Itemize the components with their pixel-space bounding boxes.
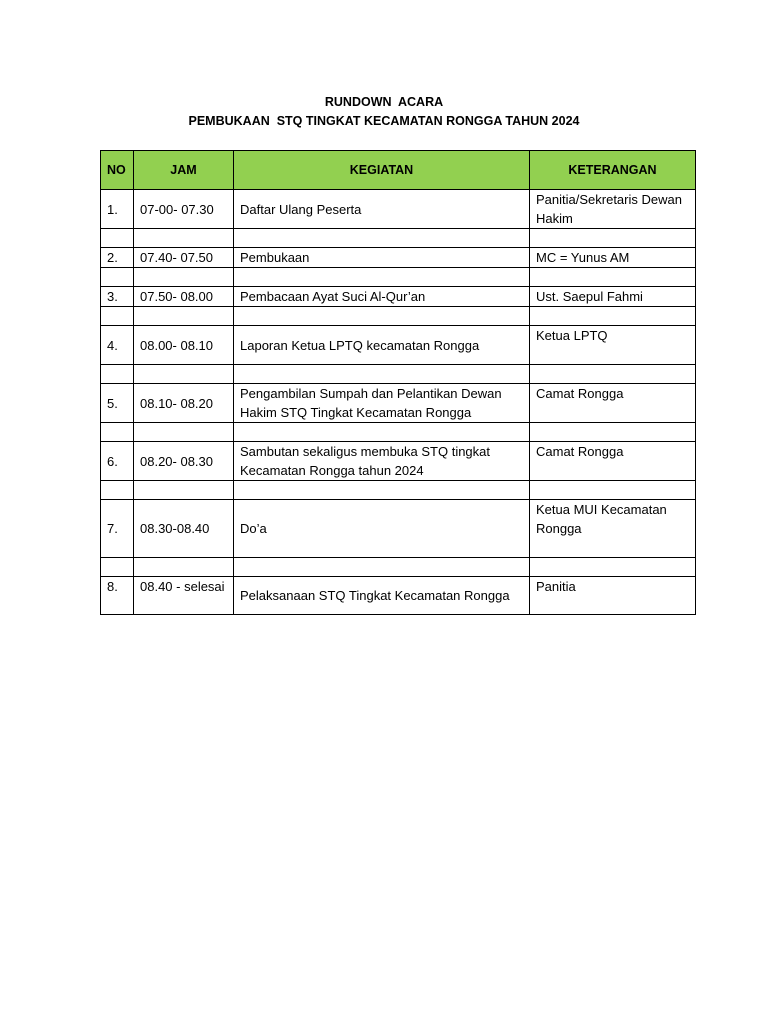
header-keterangan: KETERANGAN	[530, 151, 696, 190]
cell-kegiatan: Pembacaan Ayat Suci Al-Qur’an	[234, 287, 530, 307]
cell-keterangan: Camat Rongga	[530, 442, 696, 481]
cell-no: 3.	[101, 287, 134, 307]
cell-keterangan: Panitia/Sekretaris Dewan Hakim	[530, 190, 696, 229]
spacer-row	[101, 307, 696, 326]
table-row	[101, 500, 696, 558]
header-kegiatan: KEGIATAN	[234, 151, 530, 190]
table-row	[101, 442, 696, 481]
cell-jam: 08.10- 08.20	[134, 384, 234, 423]
cell-no: 7.	[101, 500, 134, 558]
cell-keterangan: Ketua LPTQ	[530, 326, 696, 365]
spacer-row	[101, 365, 696, 384]
cell-no: 6.	[101, 442, 134, 481]
spacer-row	[101, 268, 696, 287]
cell-kegiatan: Laporan Ketua LPTQ kecamatan Rongga	[234, 326, 530, 365]
spacer-row	[101, 558, 696, 577]
table-row	[101, 287, 696, 307]
header-no: NO	[101, 151, 134, 190]
header-jam: JAM	[134, 151, 234, 190]
cell-jam: 08.00- 08.10	[134, 326, 234, 365]
cell-kegiatan: Do’a	[234, 500, 530, 558]
cell-jam: 08.40 - selesai	[134, 577, 234, 615]
cell-jam: 07.50- 08.00	[134, 287, 234, 307]
cell-jam: 07-00- 07.30	[134, 190, 234, 229]
cell-kegiatan: Pelaksanaan STQ Tingkat Kecamatan Rongga	[234, 577, 530, 615]
cell-no: 5.	[101, 384, 134, 423]
table-row	[101, 248, 696, 268]
cell-kegiatan: Pengambilan Sumpah dan Pelantikan Dewan Hakim STQ Tingkat Kecamatan Rongga	[234, 384, 530, 423]
cell-kegiatan: Pembukaan	[234, 248, 530, 268]
table-row	[101, 190, 696, 229]
cell-keterangan: Camat Rongga	[530, 384, 696, 423]
cell-keterangan: Panitia	[530, 577, 696, 615]
cell-kegiatan: Daftar Ulang Peserta	[234, 190, 530, 229]
cell-jam: 08.30-08.40	[134, 500, 234, 558]
table-header-row	[101, 151, 696, 190]
cell-no: 8.	[101, 577, 134, 615]
cell-jam: 08.20- 08.30	[134, 442, 234, 481]
cell-keterangan: MC = Yunus AM	[530, 248, 696, 268]
rundown-table	[100, 150, 696, 615]
table-row	[101, 384, 696, 423]
table-row	[101, 326, 696, 365]
cell-keterangan: Ust. Saepul Fahmi	[530, 287, 696, 307]
cell-jam: 07.40- 07.50	[134, 248, 234, 268]
cell-kegiatan: Sambutan sekaligus membuka STQ tingkat Kecamatan Rongga tahun 2024	[234, 442, 530, 481]
table-row	[101, 577, 696, 615]
spacer-row	[101, 423, 696, 442]
document-subtitle: PEMBUKAAN STQ TINGKAT KECAMATAN RONGGA TAHUN 2024	[188, 114, 580, 128]
spacer-row	[101, 229, 696, 248]
cell-keterangan: Ketua MUI Kecamatan Rongga	[530, 500, 696, 558]
cell-no: 1.	[101, 190, 134, 229]
cell-no: 4.	[101, 326, 134, 365]
cell-no: 2.	[101, 248, 134, 268]
document-title: RUNDOWN ACARA	[324, 95, 444, 109]
spacer-row	[101, 481, 696, 500]
